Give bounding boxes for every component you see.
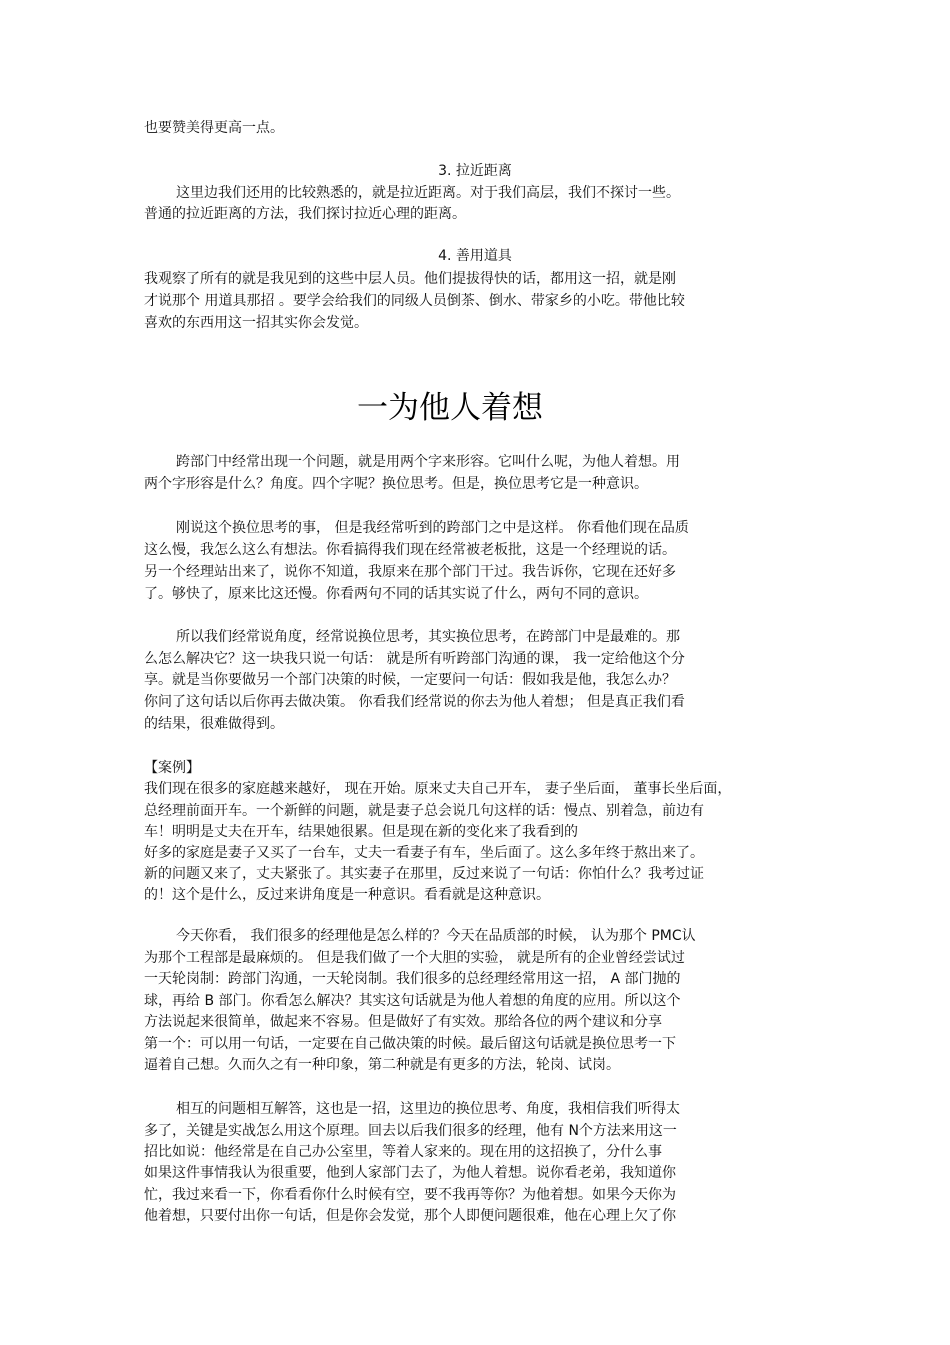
page-title: 一为他人着想 — [357, 390, 543, 426]
text-line: 相互的问题相互解答，这也是一招，这里边的换位思考、角度，我相信我们听得太 — [176, 1101, 680, 1117]
text-line: 的结果，很难做得到。 — [144, 716, 284, 732]
text-line: 球，再给 B 部门。你看怎么解决？其实这句话就是为他人着想的角度的应用。所以这个 — [144, 993, 681, 1009]
text-line: 一天轮岗制：跨部门沟通，一天轮岗制。我们很多的总经理经常用这一招， A 部门抛的 — [144, 971, 681, 987]
text-line: 方法说起来很简单，做起来不容易。但是做好了有实效。那给各位的两个建议和分享 — [144, 1014, 662, 1030]
case-label: 【案例】 — [144, 760, 200, 776]
text-line: 两个字形容是什么？角度。四个字呢？换位思考。但是，换位思考它是一种意识。 — [144, 476, 648, 492]
text-line: 总经理前面开车。一个新鲜的问题，就是妻子总会说几句这样的话：慢点、别着急，前边有 — [144, 803, 704, 819]
text-line: 普通的拉近距离的方法，我们探讨拉近心理的距离。 — [144, 206, 466, 222]
text-line: 另一个经理站出来了，说你不知道，我原来在那个部门干过。我告诉你，它现在还好多 — [144, 564, 676, 580]
text-line: 我们现在很多的家庭越来越好， 现在开始。原来丈夫自己开车， 妻子坐后面， 董事长坐后面， — [144, 781, 732, 797]
text-line: 这么慢，我怎么这么有想法。你看搞得我们现在经常被老板批，这是一个经理说的话。 — [144, 542, 676, 558]
text-line: 这里边我们还用的比较熟悉的，就是拉近距离。对于我们高层，我们不探讨一些。 — [176, 185, 680, 201]
text-line: 招比如说：他经常是在自己办公室里，等着人家来的。现在用的这招换了，分什么事 — [144, 1144, 662, 1160]
text-line: 新的问题又来了，丈夫紧张了。其实妻子在那里，反过来说了一句话：你怕什么？我考过证 — [144, 866, 704, 882]
text-line: 刚说这个换位思考的事， 但是我经常听到的跨部门之中是这样。 你看他们现在品质 — [176, 520, 689, 536]
text-line: 为那个工程部是最麻烦的。 但是我们做了一个大胆的实验， 就是所有的企业曾经尝试过 — [144, 950, 685, 966]
text-line: 喜欢的东西用这一招其实你会发觉。 — [144, 315, 368, 331]
text-line: 车！明明是丈夫在开车，结果她很累。但是现在新的变化来了我看到的 — [144, 824, 578, 840]
text-line: 好多的家庭是妻子又买了一台车，丈夫一看妻子有车，坐后面了。这么多年终于熬出来了。 — [144, 845, 704, 861]
text-line: 他着想，只要付出你一句话，但是你会发觉，那个人即便问题很难，他在心理上欠了你 — [144, 1208, 676, 1224]
text-line: 忙，我过来看一下，你看看你什么时候有空，要不我再等你？为他着想。如果今天你为 — [144, 1187, 676, 1203]
section-heading-3: 3. 拉近距离 — [438, 163, 512, 179]
text-line: 么怎么解决它？这一块我只说一句话： 就是所有听跨部门沟通的课， 我一定给他这个分 — [144, 651, 685, 667]
text-line: 我观察了所有的就是我见到的这些中层人员。他们提拔得快的话，都用这一招，就是刚 — [144, 271, 676, 287]
text-line: 逼着自己想。久而久之有一种印象，第二种就是有更多的方法，轮岗、试岗。 — [144, 1057, 620, 1073]
text-line: 如果这件事情我认为很重要，他到人家部门去了，为他人着想。说你看老弟，我知道你 — [144, 1165, 676, 1181]
text-line: 所以我们经常说角度，经常说换位思考，其实换位思考，在跨部门中是最难的。那 — [176, 629, 680, 645]
text-line: 也要赞美得更高一点。 — [144, 120, 284, 136]
text-line: 享。就是当你要做另一个部门决策的时候，一定要问一句话：假如我是他，我怎么办？ — [144, 672, 676, 688]
text-line: 跨部门中经常出现一个问题，就是用两个字来形容。它叫什么呢，为他人着想。用 — [176, 454, 680, 470]
text-line: 你问了这句话以后你再去做决策。 你看我们经常说的你去为他人着想； 但是真正我们看 — [144, 694, 685, 710]
text-line: 今天你看， 我们很多的经理他是怎么样的？今天在品质部的时候， 认为那个 PMC认 — [176, 928, 696, 944]
text-line: 才说那个 用道具那招 。要学会给我们的同级人员倒茶、倒水、带家乡的小吃。带他比较 — [144, 293, 685, 309]
text-line: 的！这个是什么，反过来讲角度是一种意识。看看就是这种意识。 — [144, 887, 550, 903]
text-line: 了。够快了，原来比这还慢。你看两句不同的话其实说了什么，两句不同的意识。 — [144, 586, 648, 602]
section-heading-4: 4. 善用道具 — [438, 248, 512, 264]
text-line: 多了，关键是实战怎么用这个原理。回去以后我们很多的经理，他有 N个方法来用这一 — [144, 1123, 677, 1139]
text-line: 第一个：可以用一句话，一定要在自己做决策的时候。最后留这句话就是换位思考一下 — [144, 1036, 676, 1052]
